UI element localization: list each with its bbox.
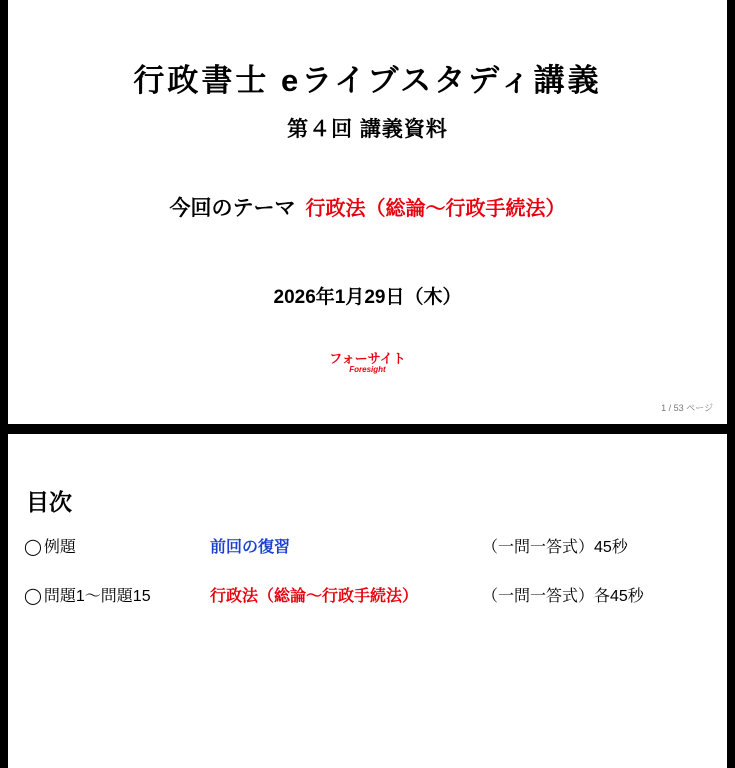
toc-item-label-text: 例題 — [43, 539, 76, 556]
theme-value: 行政法（総論〜行政手続法） — [305, 198, 566, 220]
theme-label: 今回のテーマ — [169, 197, 296, 220]
slide-page-2 — [8, 434, 727, 768]
toc-item-topic: 前回の復習 — [210, 539, 291, 556]
lecture-date: 2026年1月29日（木） — [273, 287, 462, 308]
logo-sub-text: Foresight — [349, 364, 386, 374]
list-item — [24, 534, 714, 557]
page-indicator: 1 / 53 ページ — [661, 403, 713, 413]
toc-heading: 目次 — [26, 489, 72, 515]
slide-page-1 — [8, 0, 727, 424]
list-item — [24, 583, 714, 606]
toc-item-topic: 行政法（総論〜行政手続法） — [210, 588, 419, 605]
bullet-circle-icon: ◯ — [24, 539, 42, 556]
toc-item-label-text: 問題1〜問題15 — [43, 588, 151, 605]
toc-item-note: （一問一答式）各45秒 — [482, 588, 644, 605]
logo-main-text: フォーサイト — [329, 351, 406, 366]
theme-row — [8, 192, 727, 222]
toc-list — [24, 534, 714, 632]
page-subtitle: 第４回 講義資料 — [287, 118, 448, 141]
page-title: 行政書士 eライブスタディ講義 — [133, 63, 602, 98]
foresight-logo — [8, 352, 727, 374]
toc-item-note: （一問一答式）45秒 — [482, 539, 628, 556]
bullet-circle-icon: ◯ — [24, 588, 42, 605]
toc-item-label — [24, 583, 210, 606]
toc-item-label — [24, 534, 210, 557]
